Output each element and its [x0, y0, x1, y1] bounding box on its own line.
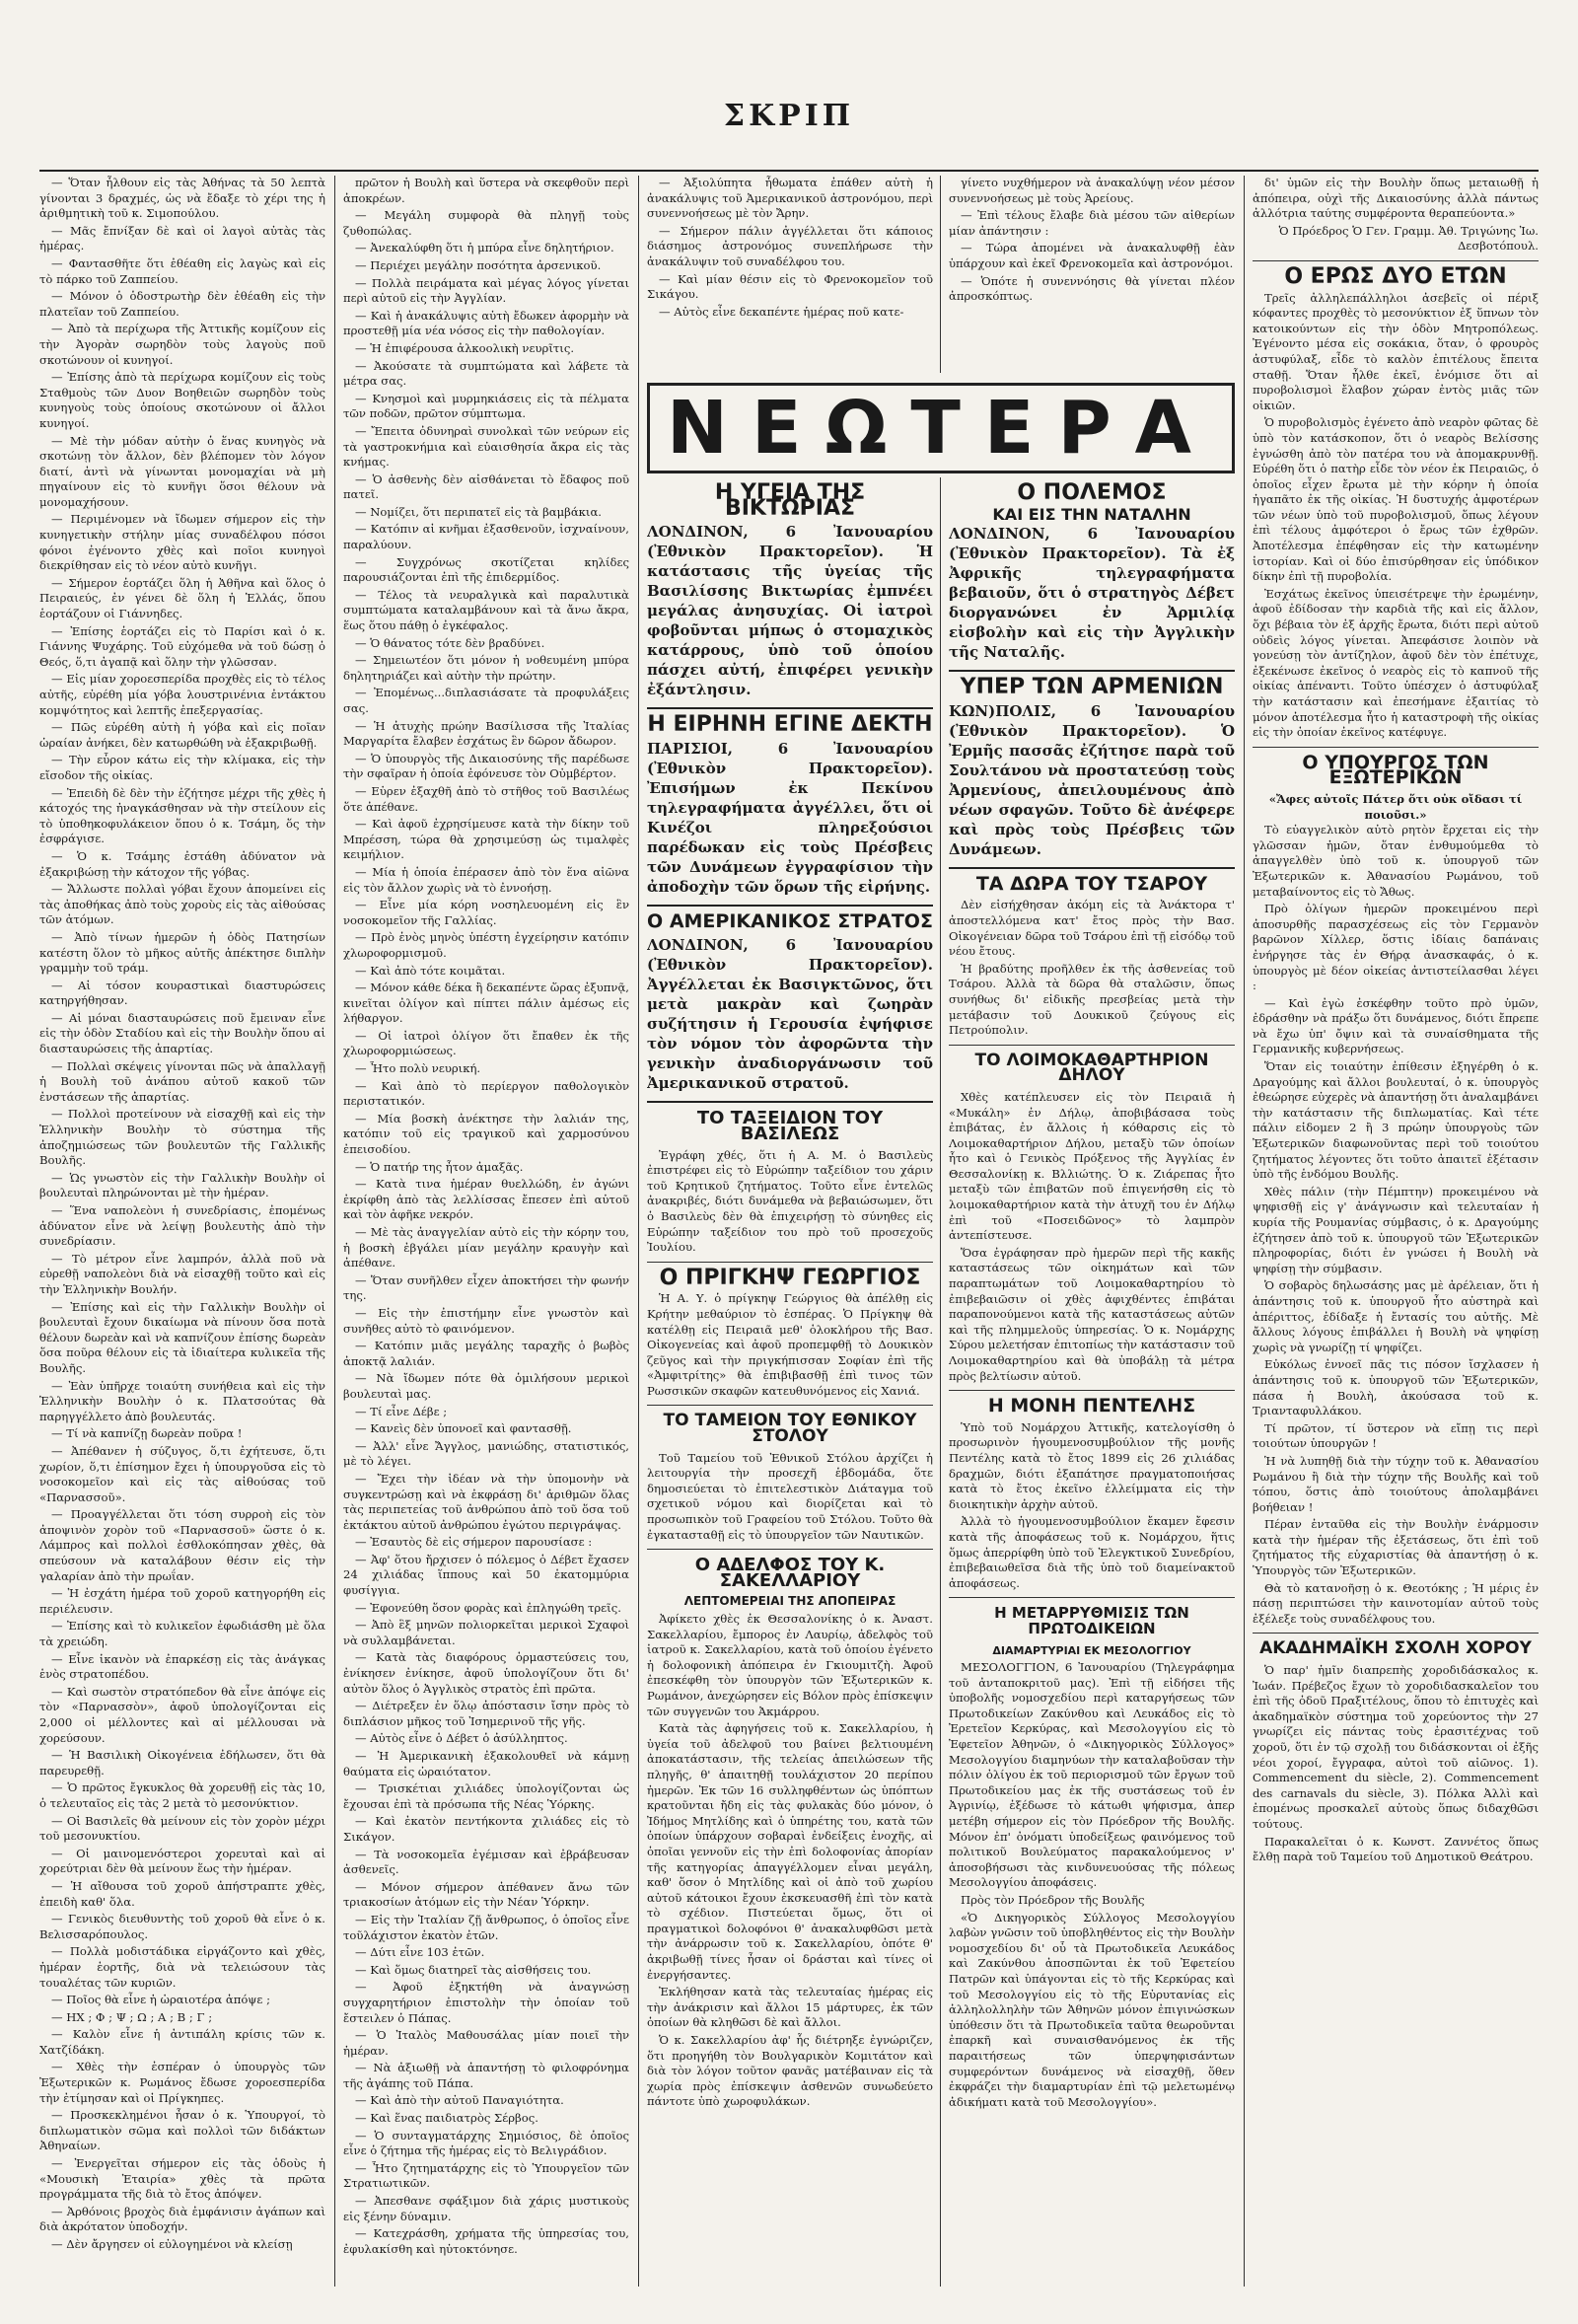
masthead-rule: [39, 170, 1539, 172]
masthead: [0, 0, 1578, 158]
paragraph: — Μόνον σήμερον ἀπέθανεν ἄνω τῶν τριακοσίων ἀτόμων εἰς τὴν Νέαν Ὑόρκην.: [343, 1879, 629, 1910]
column-divider: [940, 477, 941, 2287]
newspaper-title: ΣΚΡΙΠ: [723, 99, 855, 133]
wire-war: ΛΟΝΔΙΝΟΝ, 6 Ἰανουαρίου (Ἐθνικὸν Πρακτορεῖον). Τὰ ἐξ Ἀφρικῆς τηλεγραφήματα βεβαιοῦν, ὅτι ὁ στρατηγὸς Δέβετ διοργανώνει ἐν Ἀρμιλίᾳ εἰσβολὴν καὶ εἰς τὴν Ἀγγλικὴν τῆς Ναταλῆς.: [949, 525, 1235, 662]
paragraph: — Γενικὸς διευθυντὴς τοῦ χοροῦ θὰ εἶνε ὁ κ. Βελισσαρόπουλος.: [39, 1912, 325, 1941]
headline-fleet: ΤΟ ΤΑΜΕΙΟΝ ΤΟΥ ΕΘΝΙΚΟΥ ΣΤΟΛΟΥ: [663, 1411, 917, 1447]
paragraph: — Ἀπὸ ἓξ μηνῶν πολιορκεῖται μερικοὶ Σχαφοὶ νὰ συλλαμβάνεται.: [343, 1618, 629, 1647]
paragraph: — Εἰς μίαν χοροεσπερίδα προχθὲς εἰς τὸ τέλος αὐτῆς, εὑρέθη μία γόβα λουστρινένια ἐντάκτου κομψότητος καὶ λεπτῆς ἐπεξεργασίας.: [39, 672, 325, 717]
divider: [949, 1597, 1235, 1598]
paragraph: Χθὲς πάλιν (τὴν Πέμπτην) προκειμένου νὰ ψηφισθῇ εἰς γ' ἀνάγνωσιν καὶ τελευταίαν ἡ κυρία τῆς Ρουμανίας σύμβασις, ὁ κ. Δραγούμης ἐζήτησεν ἀπὸ τοῦ κ. ὑπουργοῦ τῶν Ἐξωτερικῶν πληροφορίας, διότι ἐν γνώσει ἡ Βουλὴ νὰ ψηφίσῃ τὴν σύμβασιν.: [1253, 1184, 1539, 1275]
headline-george: Ο ΠΡΙΓΚΗΨ ΓΕΩΡΓΙΟΣ: [659, 1265, 921, 1290]
paragraph: — Φαντασθῆτε ὅτι ἐθέαθη εἰς λαγὼς καὶ εἰς τὸ πάρκο τοῦ Ζαππείου.: [39, 255, 325, 286]
article-penteli: [949, 1420, 1235, 1592]
paragraph: — Ἀπέθανεν ἡ σύζυγος, ὅ,τι ἐχήτευσε, ὅ,τι χωρίον, ὅ,τι ἐπίσημον ἔχει ἡ ὑπουργοῦσα εἰς τὸ νοσοκομεῖον καὶ εἰς τὰς αἰθούσας τοῦ «Παρνασσοῦ».: [39, 1443, 325, 1504]
subheadline-brother: ΛΕΠΤΟΜΕΡΕΙΑΙ ΤΗΣ ΑΠΟΠΕΙΡΑΣ: [683, 1594, 897, 1609]
paragraph: — Οἱ Βασιλεῖς θὰ μείνουν εἰς τὸν χορὸν μέχρι τοῦ μεσονυκτίου.: [39, 1813, 325, 1844]
article-mesolongi: [949, 1660, 1235, 2110]
paragraph: — Μεγάλη συμφορὰ θὰ πληγῇ τοὺς ζυθοπώλας.: [343, 208, 629, 238]
paragraph: — Εἰς τὴν ἐπιστήμην εἶνε γνωστὸν καὶ συνῆθες αὐτὸ τὸ φαινόμενον.: [343, 1305, 629, 1336]
paragraph: — Ὁ ὑπουργὸς τῆς Δικαιοσύνης τῆς παρέδωσε τὴν σφαῖραν ἡ ὁποία ἐφόνευσε τὸν Οὐμβέρτον.: [343, 751, 629, 781]
paragraph: Πρὸς τὸν Πρόεδρον τῆς Βουλῆς: [961, 1893, 1145, 1907]
paragraph: — Καὶ ἀπὸ τὸ περίεργον παθολογικὸν περιστατικόν.: [343, 1078, 629, 1109]
headline-eros: Ο ΕΡΩΣ ΔΥΟ ΕΤΩΝ: [1284, 263, 1507, 289]
paragraph: — Τέλος τὰ νευραλγικὰ καὶ παραλυτικὰ συμπτώματα καταλαμβάνουν καὶ τὰ ἄνω ἄκρα, ἕως ὅτου πάθῃ ὁ ἐγκέφαλος.: [343, 587, 629, 633]
paragraph: — Μᾶς ἔπνίξαν δὲ καὶ οἱ λαγοὶ αὐτὰς τὰς ἡμέρας.: [39, 223, 325, 254]
paragraph: — Καὶ σωστὸν στρατόπεδον θὰ εἶνε ἀπόψε εἰς τὸν «Παρνασσὸν», ἀφοῦ ὑπολογίζονται εἰς 2,000 οἱ μέλλοντες καὶ αἱ μέλλουσαι νὰ χορεύσουν.: [39, 1684, 325, 1745]
column-divider: [334, 176, 335, 2287]
headline-mesolongi: Η ΜΕΤΑΡΡΥΘΜΙΣΙΣ ΤΩΝ ΠΡΩΤΟΔΙΚΕΙΩΝ: [994, 1604, 1189, 1637]
paragraph: — Ἔπειτα ὀδυνηραὶ συνολκαὶ τῶν νεύρων εἰς τὰ γαστροκνήμια καὶ εὐαισθησία ἄκρα εἰς τὰς κνήμας.: [343, 423, 629, 470]
paragraph: — Ὡς γνωστὸν εἰς τὴν Γαλλικὴν Βουλὴν οἱ βουλευταὶ πληρώνονται μὲ τὴν ἡμέραν.: [39, 1170, 325, 1200]
column-3-top: [647, 176, 933, 373]
wire-army: ΛΟΝΔΙΝΟΝ, 6 Ἰανουαρίου (Ἐθνικὸν Πρακτορεῖον). Ἀγγέλλεται ἐκ Βασιγκτῶνος, ὅτι μετὰ μακρὰν καὶ ζωηρὰν συζήτησιν ἡ Γερουσία ἐψήφισε τὸν νόμον τὸν ἀφορῶντα τὴν γενικὴν ἀναδιοργάνωσιν τοῦ Ἀμερικανικοῦ στρατοῦ.: [647, 936, 933, 1093]
paragraph: Ἡ βραδύτης προῆλθεν ἐκ τῆς ἀσθενείας τοῦ Τσάρου. Ἀλλὰ τὰ δῶρα θὰ σταλῶσιν, ὅπως συνήθως δι' εἰδικῆς πρεσβείας μετὰ τὴν μετάβασιν τοῦ Δουκικοῦ ζεύγους εἰς Πετρούπολιν.: [949, 961, 1235, 1038]
paragraph: — Ἡ αἴθουσα τοῦ χοροῦ ἀπήστραπτε χθὲς, ἐπειδὴ καθ' ὅλα.: [39, 1878, 325, 1909]
paragraph: — Ἄλλωστε πολλαὶ γόβαι ἔχουν ἀπομείνει εἰς τὰς ἀποθήκας ἀπὸ τοὺς χοροὺς εἰς τὰς αἰθούσας τῶν ἀτόμων.: [39, 882, 325, 927]
wire-victoria: ΛΟΝΔΙΝΟΝ, 6 Ἰανουαρίου (Ἐθνικὸν Πρακτορεῖον). Ἡ κατάστασις τῆς ὑγείας τῆς Βασιλίσσης Βικτωρίας ἐμπνέει μεγάλας ἀνησυχίας. Οἱ ἰατροὶ φοβοῦνται μήπως ὁ στομαχικὸς κατάρρους, ὑπὸ τοῦ ὁποίου πάσχει αὐτή, ἐπιφέρει γενικὴν ἐξάντλησιν.: [647, 523, 933, 699]
paragraph: — Ἀπεσθανε σφάξιμον διὰ χάρις μυστικοὺς εἰς ξένην δύναμιν.: [343, 2194, 629, 2223]
paragraph: — Ἡ ἀτυχὴς πρώην Βασίλισσα τῆς Ἰταλίας Μαργαρίτα ἔλαβεν ἐσχάτως ἓν δῶρον ἄδωρον.: [343, 718, 629, 749]
column-1: [39, 176, 325, 2287]
paragraph: — Κατόπιν μιᾶς μεγάλης ταραχῆς ὁ βωβὸς ἀποκτᾷ λαλιάν.: [343, 1339, 629, 1368]
divider: [1253, 1633, 1539, 1634]
paragraph: — Διέτρεξεν ἐν ὅλῳ ἀπόστασιν ἴσην πρὸς τὸ διπλάσιον μῆκος τοῦ Ἰσημερινοῦ τῆς γῆς.: [343, 1699, 629, 1728]
paragraph: — Ἐφονεύθη ὅσον φορὰς καὶ ἐπληγώθη τρεῖς.: [355, 1600, 621, 1615]
paragraph: Εὐκόλως ἐννοεῖ πᾶς τις πόσον ἴσχλασεν ἡ ἀπάντησις τοῦ κ. ὑπουργοῦ τῶν Ἐξωτερικῶν, πάσα ἡ Βουλὴ, ἀκούσασα τοῦ κ. Τριανταφυλλάκου.: [1253, 1357, 1539, 1418]
paragraph: — Ἐπὶ τέλους ἔλαβε διὰ μέσου τῶν αἰθερίων μίαν ἀπάντησιν :: [949, 208, 1235, 238]
paragraph: — Εἶνε μία κόρη νοσηλευομένη εἰς ἓν νοσοκομεῖον τῆς Γαλλίας.: [343, 898, 629, 927]
paragraph: — Τί εἶνε Δέβε ;: [355, 1404, 448, 1418]
paragraph: — Καὶ ἡ ἀνακάλυψις αὐτὴ ἔδωκεν ἀφορμὴν νὰ προστεθῇ μία νέα νόσος εἰς τὴν παθολογίαν.: [343, 308, 629, 338]
column-4-top: [949, 176, 1235, 373]
paragraph: — Καὶ ἐκατὸν πεντήκοντα χιλιάδες εἰς τὸ Σικάγον.: [343, 1814, 629, 1844]
divider: [949, 1045, 1235, 1046]
paragraph: — Ἀπὸ τίνων ἡμερῶν ἡ ὁδὸς Πατησίων κατέστη ὅλον τὸ μῆκος αὐτῆς ἀπέκτησε διπλὴν γραμμὴν τοῦ τράμ.: [39, 929, 325, 976]
paragraph: Ὁ κ. Σακελλαρίου ἀφ' ἧς διέτρηξε ἐγνώριζεν, ὅτι προηγήθη τὸν Βουλγαρικὸν Κομιτάτον καὶ διὰ τὸν λόγον τοῦτον φανᾶς ματέβαιναν εἰς τὰ χωρία πρὸς ἐπίσκεψιν ἀσθενῶν συνωδεύετο πάντοτε ὑπὸ χωροφυλάκων.: [647, 2033, 933, 2109]
paragraph: Κατὰ τὰς ἀφηγήσεις τοῦ κ. Σακελλαρίου, ἡ ὑγεία τοῦ ἀδελφοῦ του βαίνει βελτιουμένη ἀποκατάστασιν, τῆς τελείας ἀπειλώσεων τῆς πληγῆς, θ' ἀπαιτηθῇ τουλάχιστον 20 περίπου ἡμερῶν. Ἐκ τῶν 16 συλληφθέντων ὡς ὑπόπτων κρατοῦνται ἤδη εἰς τὰς φυλακὰς δύο μόνον, ὁ Ἰδήμος Μητλίδης καὶ ὁ ὑπηρέτης του, κατὰ τῶν ὁποίων ὑπάρχουν σοβαραὶ ἐνδείξεις ἐνοχῆς, αἱ ὁποῖαι γεννοῦν εἰς τὴν ἐπὶ δολοφονίας ἀπορίαν τῆς κατηγορίας ἀπαγγέλλομεν εἶναι μεγάλη, καθ' ὅσον ὁ Μητλίδης καὶ οἱ ἀπὸ τοῦ χωρίου αὐτοῦ κάτοικοι ἔχουν ἐκσκευασθῆ ἐπὶ τὸν κατὰ τὸ σχέδιον. Πιστεύεται ὅμως, ὅτι οἱ πραγματικοὶ δολοφόνοι θ' ἀνακαλυφθῶσι μετὰ τὴν ἀνάρρωσιν τοῦ κ. Σακελλαρίου, ὁπότε θ' ἀκριβωθῇ τίνες ἦσαν οἱ δράσται καὶ τίνες οἱ ἐνεργήσαντες.: [647, 1721, 933, 1982]
paragraph: Τὸ εὐαγγελικὸν αὐτὸ ρητὸν ἔρχεται εἰς τὴν γλῶσσαν ἡμῶν, ὅταν ἐνθυμούμεθα τὸ ἀπαγγελθὲν ὑπὸ τοῦ κ. ὑπουργοῦ τῶν Ἐξωτερικῶν κ. Ἀθανασίου Ρωμάνου, τοῦ μεταβαίνοντος εἰς τὸ Ἄθως.: [1253, 823, 1539, 899]
paragraph: Πέραν ἐνταῦθα εἰς τὴν Βουλὴν ἐνάρμοσιν κατὰ τὴν ἡμέραν τῆς ἐξετάσεως, ὅτι ἐπὶ τοῦ ζητήματος τῆς εὐχαριστίας θὰ ἀπαντήσῃ ὁ κ. Ὑπουργὸς τῶν Ἐξωτερικῶν.: [1253, 1517, 1539, 1578]
paragraph: — Πολλὰ πειράματα καὶ μέγας λόγος γίνεται περὶ αὐτοῦ εἰς τὴν Ἀγγλίαν.: [343, 275, 629, 306]
paragraph: — Ὁπότε ἡ συνεννόησις θὰ γίνεται πλέον ἀπροσκόπτως.: [949, 273, 1235, 304]
paragraph: — Οἱ μαινομενόστεροι χορευταὶ καὶ αἱ χορεύτριαι δὲν θὰ μείνουν ἕως τὴν ἡμέραν.: [39, 1846, 325, 1876]
column-divider: [638, 176, 639, 2287]
article-fleet: Τοῦ Ταμείου τοῦ Ἐθνικοῦ Στόλου ἀρχίζει ἡ λειτουργία τὴν προσεχῆ ἑβδομάδα, ὅτε δημοσιεύεται τὸ ἐπιτελεστικὸν Διάταγμα τοῦ σχετικοῦ νόμου καὶ διορίζεται καὶ τὸ προσωπικὸν τοῦ Γραφείου τοῦ Στόλου. Τοῦτο θὰ ἐγκατασταθῇ εἰς τὸ ὑπουργεῖον τῶν Ναυτικῶν.: [647, 1450, 933, 1542]
paragraph: — Περιέχει μεγάλην ποσότητα ἀρσενικοῦ.: [355, 257, 602, 272]
paragraph: — Ἐπίσης ἀπὸ τὰ περίχωρα κομίζουν εἰς τοὺς Σταθμοὺς τῶν Δυον Βοηθειῶν σωρηδὸν τοὺς κυνηγοὺς τοὺς ὁποίους σκοτώνουν οἱ ἄλλοι κυνηγοί.: [39, 370, 325, 430]
paragraph: — Ἡ ἐπιφέρουσα ἀλκοολικὴ νευρῖτις.: [355, 340, 575, 355]
paragraph: — Ἀπὸ τὰ περίχωρα τῆς Ἀττικῆς κομίζουν εἰς τὴν Ἀγορὰν σωρηδὸν τοὺς λαγοὺς ποῦ σκοτώνουν οἱ κυνηγοί.: [39, 322, 325, 367]
paragraph: — Τὴν εὗρον κάτω εἰς τὴν κλίμακα, εἰς τὴν εἴσοδον τῆς οἰκίας.: [39, 753, 325, 782]
paragraph: — Κατόπιν αἱ κνῆμαι ἐξασθενοῦν, ἰσχναίνουν, παραλύουν.: [343, 522, 629, 552]
divider: [1253, 747, 1539, 748]
paragraph: — Κατὰ τὰς διαφόρους ὁρμαστεύσεις του, ἐνίκησεν ἐνίκησε, ἀφοῦ ὑπολογίζουν ὅτι δι' αὐτὸν ὅλος ὁ Ἀγγλικὸς στρατὸς ἐπὶ πρῶτα.: [343, 1650, 629, 1696]
paragraph: «Ὁ Δικηγορικὸς Σύλλογος Μεσολογγίου λαβὼν γνῶσιν τοῦ ὑποβληθέντος εἰς τὴν Βουλὴν νομοσχεδίου δι' οὗ τὰ Πρωτοδικεῖα Λευκάδος καὶ Ζακύνθου ἀποσπῶνται ἐκ τοῦ Ἐφετείου Πατρῶν καὶ ὑπάγονται εἰς τὸ τῆς Κερκύρας καὶ τοῦ Μεσολογγίου εἰς τὸ τῆς Εὐρυτανίας εἰς ἀλληλολληλὴν τῶν Ἀθηνῶν μόνον ἐπιγινώσκων ὑπόθεσιν ὅτι τὰ Πρωτοδικεῖα ταῦτα θεωροῦνται ἐπαρκῆ καὶ συναισθανόμενος ἐκ τῆς παραιτήσεως τῶν ὑπερψηφισάντων συμφερόντων δυνάμενος νὰ εἰσαχθῇ, ὅθεν ἐκφράζει τὴν διαμαρτυρίαν ἐπὶ τῷ μελετωμένῳ ἀδικήματι κατὰ τοῦ Μεσολογγίου».: [949, 1910, 1235, 2109]
paragraph: — Μία βοσκὴ ἀνέκτησε τὴν λαλιάν της, κατόπιν τοῦ εἰς τραγικοῦ καὶ χαρμοσύνου ἐπεισοδίου.: [343, 1111, 629, 1157]
paragraph: — Δὲν ἄργησεν οἱ εὐλογημένοι νὰ κλείσῃ: [51, 2237, 293, 2251]
divider: [647, 905, 933, 907]
paragraph: — Ἕνα ναπολεὸνι ἡ συνεδρίασις, ἐπομένως ἀδύνατον εἶνε νὰ λείψῃ βουλευτὴς ἀπὸ τὴν συνεδρίασιν.: [39, 1203, 325, 1249]
column-3: [647, 477, 933, 2287]
paragraph: πρῶτον ἡ Βουλὴ καὶ ὕστερα νὰ σκεφθοῦν περὶ ἀποκρέων.: [343, 176, 629, 205]
paragraph: — Εἶνε ἱκανὸν νὰ ἐπαρκέσῃ εἰς τὰς ἀνάγκας ἑνὸς στρατοπέδου.: [39, 1651, 325, 1682]
article-academy: [1253, 1663, 1539, 1865]
article-trip: Ἐγράφη χθές, ὅτι ἡ Α. Μ. ὁ Βασιλεὺς ἐπιστρέφει εἰς τὸ Εὐρώπην ταξείδιον του χάριν τοῦ Κρητικοῦ ζητήματος. Τοῦτο εἶνε ἐντελῶς ἀνακριβές, διότι δυνάμεθα νὰ βεβαιώσωμεν, ὅτι ὁ Βασιλεὺς δὲν θὰ ἐπιχειρήσῃ τὸ σύνηθες εἰς Εὐρώπην ταξείδιον του πρὸ τοῦ προσεχοῦς Ἰουλίου.: [647, 1147, 933, 1255]
paragraph: Δὲν εἰσήχθησαν ἀκόμη εἰς τὰ Ἀνάκτορα τ' ἀποστελλόμενα κατ' ἔτος πρὸς τὴν Βασ. Οἰκογένειαν δῶρα τοῦ Τσάρου ἐπὶ τῇ εἰσόδῳ τοῦ νέου ἔτους.: [949, 898, 1235, 959]
paragraph: — Καὶ ὅμως διατηρεῖ τὰς αἰσθήσεις του.: [355, 1962, 592, 1977]
paragraph: — Ποῖος θὰ εἶνε ἡ ὡραιοτέρα ἀπόψε ;: [51, 1993, 270, 2007]
paragraph: — Ὁ ἀσθενὴς δὲν αἰσθάνεται τὸ ἔδαφος ποῦ πατεῖ.: [343, 472, 629, 502]
paragraph: — Πολλὰ μοδιστάδικα εἰργάζοντο καὶ χθὲς, ἡμέραν ἑορτῆς, διὰ νὰ τελειώσουν τὰς τουαλέτας τῶν κυριῶν.: [39, 1944, 325, 1990]
headline-victoria: Η ΥΓΕΙΑ ΤΗΣ ΒΙΚΤΩΡΙΑΣ: [714, 480, 866, 521]
headline-armenians: ΥΠΕΡ ΤΩΝ ΑΡΜΕΝΙΩΝ: [960, 675, 1224, 700]
divider: [647, 1262, 933, 1263]
paragraph: — Ἐπομένως...διπλασιάσατε τὰ προφυλάξεις σας.: [343, 686, 629, 715]
headline-trip: ΤΟ ΤΑΞΕΙΔΙΟΝ ΤΟΥ ΒΑΣΙΛΕΩΣ: [696, 1108, 884, 1144]
neotera-banner-box: [647, 379, 1235, 479]
divider: [647, 707, 933, 709]
paragraph: — ΗΧ ; Φ ; Ψ ; Ω ; Α ; Β ; Γ ;: [51, 2009, 213, 2024]
headline-brother: Ο ΑΔΕΛΦΟΣ ΤΟΥ Κ. ΣΑΚΕΛΛΑΡΙΟΥ: [694, 1555, 886, 1591]
headline-plague: ΤΟ ΛΟΙΜΟΚΑΘΑΡΤΗΡΙΟΝ ΔΗΛΟΥ: [974, 1050, 1209, 1086]
divider: [949, 670, 1235, 672]
paragraph: — Κατεχράσθη, χρήματα τῆς ὑπηρεσίας του, ἐφυλακίσθη καὶ ηὐτοκτόνησε.: [343, 2226, 629, 2256]
paragraph: — Μόνον ὁ ὁδοστρωτὴρ δὲν ἐθέαθη εἰς τὴν πλατεῖαν τοῦ Ζαππείου.: [39, 289, 325, 319]
paragraph: — Κανεὶς δὲν ὑπονοεῖ καὶ φαντασθῇ.: [355, 1421, 572, 1436]
headline-gifts: ΤΑ ΔΩΡΑ ΤΟΥ ΤΣΑΡΟΥ: [975, 872, 1208, 895]
article-minister: [1253, 823, 1539, 1627]
column-divider: [1244, 176, 1245, 2287]
paragraph: Ὅσα ἐγράφησαν πρὸ ἡμερῶν περὶ τῆς κακῆς καταστάσεως τῶν οἰκημάτων καὶ τῶν παραπτωμάτων τοῦ Λοιμοκαθαρτηρίου τὸ ἐπιβεβαιῶσιν οἱ χθὲς ἀφιχθέντες ἐπιβάται παραπονούμενοι κατὰ τῆς καταστάσεως αὐτῶν καὶ τῆς πλημμελοῦς ὑπηρεσίας. Ὁ κ. Νομάρχης Σύρου μελετήσαν ἐπιτοπίως τὴν κατάστασιν τοῦ Λοιμοκαθαρτηρίου καὶ θὰ ὑποβάλῃ τὰ μέτρα πρὸς βελτίωσιν αὐτοῦ.: [949, 1245, 1235, 1383]
paragraph: — Ἡ ἐσχάτη ἡμέρα τοῦ χοροῦ κατηγορήθη εἰς περιέλευσιν.: [39, 1586, 325, 1616]
column-5: [1253, 176, 1539, 2287]
paragraph: — Κατὰ τινα ἡμέραν θυελλώδη, ἐν ἀγώνι ἐκρίφθη ἀπὸ τὰς λελλίσσας ἔπεσεν ἐπὶ αὐτοῦ καὶ τὸν ἀφῆκε νεκρόν.: [343, 1177, 629, 1222]
paragraph: — Ἔχει τὴν ἰδέαν νὰ τὴν ὑπομονὴν νὰ συγκεντρώσῃ καὶ νὰ ἐκφράσῃ δι' ἀριθμῶν ὅλας τὰς περιπετείας τοῦ ἀνθρώπου ἀπὸ τοῦ ὅσα τοῦ ἐκτάκτου αὐτοῦ ἀνθρώπου ἐγώτου περιγράψας.: [343, 1471, 629, 1532]
paragraph: Ὁ σοβαρὸς δηλωσάσης μας μὲ ἀρέλειαν, ὅτι ἡ ἀπάντησις τοῦ κ. ὑπουργοῦ ἦτο αὐστηρὰ καὶ ἀπέριττος, ἐδίδαξε ἡ ἔντασίς του αὐτῆς. Μὲ ἄλλους λόγους ἐπιβάλλει ἡ Βουλὴ νὰ ψηφίσῃ χωρὶς νὰ γνωρίζῃ τί ψηφίζει.: [1253, 1278, 1539, 1354]
paragraph: δι' ὑμῶν εἰς τὴν Βουλὴν ὅπως μεταιωθῇ ἡ ἀπόπειρα, οὐχὶ τῆς Δικαιοσύνης ἀλλὰ πάντως ἀλλότρια ταύτης συμφέροντα θεραπεύοντα.»: [1253, 176, 1539, 221]
paragraph: γίνετο νυχθήμερον νὰ ἀνακαλύψῃ νέον μέσον συνεννοήσεως μὲ τοὺς Ἀρείους.: [949, 176, 1235, 205]
column-4: [949, 477, 1235, 2287]
paragraph: — Ὁ κ. Τσάμης ἐστάθη ἀδύνατον νὰ ἐξακριβώσῃ τὴν κάτοχον τῆς γόβας.: [39, 848, 325, 879]
column-2: [343, 176, 629, 2287]
paragraph: — Καὶ ἀφοῦ ἐχρησίμευσε κατὰ τὴν δίκην τοῦ Μπρέσση, τώρα θὰ χρησιμεύσῃ ὡς τιμαλφὲς κειμήλιον.: [343, 817, 629, 862]
paragraph: — Ἀφ' ὅτου ἤρχισεν ὁ πόλεμος ὁ Δέβετ ἔχασεν 24 χιλιάδας ἵππους καὶ 50 ἑκατομμύρια φυσίγγια.: [343, 1552, 629, 1598]
paragraph: — Ἐπειδὴ δὲ δὲν τὴν ἐζήτησε μέχρι τῆς χθὲς ἡ κάτοχός της ἠναγκάσθησαν νὰ τὴν στείλουν εἰς τὸ ὑποθηκοφυλάκειον ὅπου ὁ κ. Τσάμη, ὅς τὴν ἐσφράγισε.: [39, 785, 325, 846]
paragraph: Θὰ τὸ κατανοῆσῃ ὁ κ. Θεοτόκης ; Ἡ μέρις ἐν πάσῃ περιπτώσει τὴν καινοτομίαν αὐτοῦ τοὺς ἐξέλεξε τοὺς συναδέλφους του.: [1253, 1580, 1539, 1626]
paragraph: — Καὶ ἀπὸ τότε κοιμᾶται.: [355, 963, 506, 978]
paragraph: — Ὁ θάνατος τότε δὲν βραδύνει.: [355, 635, 545, 650]
divider: [647, 1549, 933, 1550]
divider: [949, 1390, 1235, 1391]
paragraph: — Μία ἡ ὁποία ἐπέρασεν ἀπὸ τὸν ἕνα αἰῶνα εἰς τὸν ἄλλον χωρὶς νὰ τὸ ἐννοήσῃ.: [343, 864, 629, 895]
headline-war: Ο ΠΟΛΕΜΟΣ: [1017, 480, 1167, 505]
paragraph: — Ὁ πατήρ της ἦτον ἀμαξᾶς.: [355, 1159, 524, 1174]
headline-army: Ο ΑΜΕΡΙΚΑΝΙΚΟΣ ΣΤΡΑΤΟΣ: [647, 909, 933, 932]
quote-minister: «Ἄφες αὐτοῖς Πάτερ ὅτι οὐκ οἴδασι τί ποιοῦσι.»: [1268, 791, 1523, 822]
paragraph: — Τί νὰ καπνίζῃ δωρεὰν ποῦρα !: [51, 1426, 243, 1441]
paragraph: — Συγχρόνως σκοτίζεται κηλίδες παρουσιάζονται ἐπὶ τῆς ἐπιδερμίδος.: [343, 554, 629, 585]
newspaper-page: [39, 176, 1539, 2287]
paragraph: — Ἀφοῦ ἐξηκτήθη νὰ ἀναγνώσῃ συγχαρητήριον ἐπιστολὴν τὴν ὁποίαν τοῦ ἔστειλεν ὁ Πάπας.: [343, 1980, 629, 2025]
paragraph: — Ἀρθόνοις βροχὸς διὰ ἐμφάνισιν ἀγάπων καὶ διὰ ἀκρότατον ὑποδοχήν.: [39, 2204, 325, 2234]
paragraph: — Τὰ νοσοκομεῖα ἐγέμισαν καὶ ἐβράβευσαν ἀσθενεῖς.: [343, 1847, 629, 1877]
neotera-banner: ΝΕΩΤΕΡΑ: [647, 383, 1235, 473]
paragraph: — Σήμερον πάλιν ἀγγέλλεται ὅτι κάποιος διάσημος ἀστρονόμος συνεπλήρωσε τὴν ἀνακάλυψιν τοῦ συναδέλφου του.: [647, 223, 933, 268]
paragraph: Ὁ παρ' ἡμῖν διαπρεπὴς χοροδιδάσκαλος κ. Ἰωάν. Πρέβεζος ἔχων τὸ χοροδιδασκαλεῖον του ἐπὶ τῆς ὁδοῦ Πραξιτέλους, ὅπου τὸ ἐπιτυχὲς καὶ ἀκαδημαϊκὸν σύστημα τοῦ χορεύοντος τὴν 27 γνωρίζει εἰς πάντας τοὺς ἐρασιτέχνας τοῦ χοροῦ, ὅτι ἐν τῷ σχολῇ του διδάσκονται οἱ ἐξῆς νέοι χοροί, ἔγγραφα, αὐτοὶ τοῦ αἰῶνος. 1). Commencement du siècle, 2). Commencement des carnavals du siècle, 3). Πόλκα Ἀλλὶ καὶ ἐπομένως προσκαλεῖ αὐτοὺς ὅπως διδαχθῶσι τούτους.: [1253, 1663, 1539, 1831]
paragraph: — Ἦτο πολὺ νευρική.: [355, 1061, 481, 1076]
paragraph: — Δύτι εἶνε 103 ἐτῶν.: [355, 1945, 485, 1960]
paragraph: Ἐσχάτως ἐκεῖνος ὑπεισέτρεψε τὴν ἐρωμένην, ἀφοῦ ἐδίδοσαν τὴν καρδιὰ τῆς καὶ εἰς ἄλλον, ὅχι βέβαια τὸν ἐξ ἀρχῆς ἔρωτα, διότι περὶ αὐτοῦ οὐδεὶς λόγος γίνεται. Ἀπεφάσισε λοιπὸν νὰ γονεύσῃ τὸν ἀντίζηλον, ἀφοῦ δὲν τὸν ἐπέτυχε, ἐξεκένωσε ἐκεῖνος ὁ νεαρὸς εἰς τὸ καπνοῦ τῆς οἰκίας ἀπέναντι. Τοῦτο ὑπέσχεν ὁ ἀστυφύλαξ τὴν κατάστασιν καὶ ἐπεσήμανε ἐξαιτίας τὸ μόνον ἀποτέλεσμα ἦτο ἡ καταστροφὴ τῆς οἰκίας εἰς τὴν ὁποίαν ἐκεῖνος κατέφυγε.: [1253, 586, 1539, 740]
paragraph: — Ἐπίσης καὶ εἰς τὴν Γαλλικὴν Βουλὴν οἱ βουλευταὶ ἔχουν δικαίωμα νὰ πίνουν ὅσα ποτὰ θέλουν δωρεὰν καὶ νὰ καπνίζουν ἐπίσης δωρεὰν ὅσα ποῦρα θέλουν εἰς τὰ ἰδιαίτερα κυλικεῖα τῆς Βουλῆς.: [39, 1299, 325, 1375]
paragraph: Τρεῖς ἀλληλεπάλληλοι ἀσεβεῖς οἱ πέριξ κόφαντες προχθὲς τὸ μεσονύκτιον ἐξ ὕπνων τὸν κατοικούντων εἰς τὴν ὁδὸν Μητροπόλεως. Ἐγένοντο μέσα εἰς σοκάκια, ὅταν, ὁ φρουρὸς ἀστυφύλαξ, εἶδε τὸ καλὸν ἐπιτέλους ἔπειτα σταθῇ. Ὅταν ἦλθε ἐκεῖ, ἐνόμισε ὅτι αἱ πυροβολισμοὶ ἔλαβον χώραν ἐντὸς μιᾶς τῶν οἰκιῶν.: [1253, 290, 1539, 412]
paragraph: — Κνησμοὶ καὶ μυρμηκιάσεις εἰς τὰ πέλματα τῶν ποδῶν, πρῶτον σύμπτωμα.: [343, 391, 629, 421]
signature: Ὁ Πρόεδρος Ὁ Γεν. Γραμμ. Ἀθ. Τριγώνης Ἰω. Δεσβοτόπουλ.: [1278, 223, 1539, 254]
paragraph: Παρακαλεῖται ὁ κ. Κωνστ. Ζαννέτος ὅπως ἔλθῃ παρὰ τοῦ Ταμείου τοῦ Δημοτικοῦ Θεάτρου.: [1253, 1834, 1539, 1864]
subheadline-war: ΚΑΙ ΕΙΣ ΤΗΝ ΝΑΤΑΛΗΝ: [992, 504, 1191, 524]
paragraph: — Σήμερον ἑορτάζει ὅλη ἡ Ἀθῆνα καὶ ὅλος ὁ Πειραιεύς, ἐν γένει δὲ ὅλη ἡ Ἑλλάς, ὅπου ἑορτάζουν οἱ Γιάννηδες.: [39, 575, 325, 621]
paragraph: — Ἡ Ἀμερικανικὴ ἐξακολουθεῖ νὰ κάμνῃ θαύματα εἰς ὡραιότατον.: [343, 1749, 629, 1779]
paragraph: Πρὸ ὀλίγων ἡμερῶν προκειμένου περὶ ἀποσυρθῆς παρασχέσεως εἰς τὸν Γερμανὸν βαρῶνον Χίλλερ, ὅστις ἰδίαις δαπάναις ἐνήργησε τὰς ἐν Θήρᾳ ἀνασκαφάς, ὁ κ. ὑπουργὸς μὲ δέον οἰκείας ἀντιστείλασθαι λέγει :: [1253, 902, 1539, 993]
article-brother: [647, 1612, 933, 2110]
paragraph: — Προσκεκλημένοι ἦσαν ὁ κ. Ὑπουργοί, τὸ διπλωματικὸν σῶμα καὶ πολλοὶ τῶν διδάκτων Ἀθηναίων.: [39, 2108, 325, 2153]
paragraph: Χθὲς κατέπλευσεν εἰς τὸν Πειραιᾶ ἡ «Μυκάλη» ἐν Δήλῳ, ἀποβιβάσασα τοὺς ἐπιβάτας, ἐν ἄλλοις ἡ κόθαρσις εἰς τὸ Λοιμοκαθαρτήριον Δήλου, μεταξὺ τῶν ὁποίων ἦτο καὶ ὁ Γενικὸς Πρόξενος τῆς Ἀγγλίας ἐν Θεσσαλονίκῃ κ. Βλλιώτης. Ὁ κ. Ζιάρεπας ἦτο μεταξὺ τῶν ἐπιβατῶν ποῦ ἐπιγενήσθη εἰς τὸ λοιμοκαθαρτήριον κατὰ τὴν ἀτυχῆ του ἐν Δήλῳ ἐπὶ τοῦ «Ποσειδῶνος» τὸ λαμπρὸν ἀντεπίστευσε.: [949, 1089, 1235, 1243]
divider: [949, 867, 1235, 869]
divider: [1253, 260, 1539, 261]
paragraph: — Αὐτὸς εἶνε ὁ Δέβετ ὁ ἀσύλληπτος.: [355, 1731, 568, 1746]
paragraph: ΜΕΣΟΛΟΓΓΙΟΝ, 6 Ἰανουαρίου (Τηλεγράφημα τοῦ ἀνταποκριτοῦ μας). Ἐπὶ τῇ εἰδήσει τῆς ὑποβολῆς νομοσχεδίου περὶ καταργήσεως τῶν Πρωτοδικείων Ζακύνθου καὶ Λευκάδος εἰς τὸ Ἐρετεῖον Κερκύρας, καὶ Μεσολογγίου εἰς τὸ Ἐφετεῖον Ἀθηνῶν, ὁ «Δικηγορικὸς Σύλλογος» Μεσολογγίου διαμηνύων τὴν καταλαβοῦσαν τὴν πόλιν ὀλίγου ἐκ τοῦ περιορισμοῦ τῶν ἔργων τοῦ Πρωτοδικείου μας ἐκ τῆς συστάσεως τοῦ ἐν Ἀγρινίῳ, ἐξέδωσε τὸ κάτωθι ψήφισμα, ἀπερ μετέβη σήμερον εἰς τὸν Πρόεδρον τῆς Βουλῆς. Μόνον ἐπ' ὀνόματι ὑποδείξεως φαινόμενος τοῦ πολιτικοῦ Βουλεύματος παρακαλούμενος ν' ἀποσοβήσωσι τὰς κινδυνευούσας τῆς πόλεως Μεσολογγίου ἀποφάσεις.: [949, 1660, 1235, 1890]
paragraph: — Εὑρεν ἐξαχθῆ ἀπὸ τὸ στῆθος τοῦ Βασιλέως ὅτε ἀπέθανε.: [343, 783, 629, 814]
paragraph: — Νὰ ἀξιωθῇ νὰ ἀπαντήσῃ τὸ φιλοφρόνημα τῆς ἀγάπης τοῦ Πάπα.: [343, 2061, 629, 2090]
paragraph: — Σημειωτέον ὅτι μόνον ἡ νοθευμένη μπύρα δηλητηριάζει καὶ αὐτὴν τὴν πρώτην.: [343, 653, 629, 683]
paragraph: — Τρισκέτιαι χιλιάδες ὑπολογίζονται ὡς ἔχουσαι ἐπὶ τὰ πρόσωπα τῆς Νέας Ὑόρκης.: [343, 1781, 629, 1811]
paragraph: Ἡ νὰ λυπηθῇ διὰ τὴν τύχην τοῦ κ. Ἀθανασίου Ρωμάνου ἢ διὰ τὴν τύχην τῆς Βουλῆς καὶ τοῦ τόπου, ὅστις ἀπὸ τοιούτους ἀπολαμβάνει βοήθειαν !: [1253, 1453, 1539, 1514]
paragraph: — Ἐὰν ὑπῆρχε τοιαύτη συνήθεια καὶ εἰς τὴν Ἑλληνικὴν Βουλὴν ὁ κ. Πλατσούτας θὰ παρηγγέλλετο ἀπὸ βουλευτάς.: [39, 1378, 325, 1423]
paragraph: Ἐκλήθησαν κατὰ τὰς τελευταίας ἡμέρας εἰς τὴν ἀνάκρισιν καὶ ἄλλοι 15 μάρτυρες, ἐκ τῶν ὁποίων θὰ κληθῶσι δὲ καὶ ἄλλοι.: [647, 1985, 933, 2030]
paragraph: — Περιμένομεν νὰ ἴδωμεν σήμερον εἰς τὴν κυνηγετικὴν στήλην μίας συναδέλφου πόσοι φόνοι ἐγένοντο χθὲς καὶ ποῖοι κυνηγοὶ διεκρίθησαν εἰς τὸ νέον αὐτὸ κυνῆγι.: [39, 512, 325, 573]
paragraph: — Εἰς τὴν Ἰταλίαν ζῇ ἄνθρωπος, ὁ ὁποῖος εἶνε τοῦλάχιστον ἑκατὸν ἐτῶν.: [343, 1912, 629, 1942]
article-eros: [1253, 291, 1539, 741]
paragraph: — Ὅταν συνῆλθεν εἶχεν ἀποκτήσει τὴν φωνήν της.: [343, 1272, 629, 1303]
wire-armenians: ΚΩΝ)ΠΟΛΙΣ, 6 Ἰανουαρίου (Ἐθνικὸν Πρακτορεῖον). Ὁ Ἐρμῆς πασσᾶς ἐζήτησε παρὰ τοῦ Σουλτάνου νὰ προστατεύσῃ τοὺς Ἀρμενίους, ἀπειλουμένους ἀπὸ νέων σφαγῶν. Τοῦτο δὲ ἀνέφερε καὶ πρὸς τοὺς Πρέσβεις τῶν Δυνάμεων.: [949, 701, 1235, 858]
paragraph: — Ὁ πρῶτος ἔγκυκλος θὰ χορευθῇ εἰς τὰς 10, ὁ τελευταῖος εἰς τὰς 2 μετὰ τὸ μεσονύκτιον.: [39, 1780, 325, 1810]
paragraph: — Πολλαὶ σκέψεις γίνονται πῶς νὰ ἀπαλλαγῇ ἡ Βουλὴ τοῦ ἀνάπου αὐτοῦ κακοῦ τῶν ἐνστάσεων τῆς ἀπαρτίας.: [39, 1058, 325, 1104]
paragraph: — Ἀξιολύπητα ἦθωματα ἐπάθεν αὐτὴ ἡ ἀνακάλυψις τοῦ Ἀμερικανικοῦ ἀστρονόμου, περὶ συνεννοήσεως μὲ τὸν Ἄρην.: [647, 176, 933, 221]
article-gifts: [949, 898, 1235, 1038]
paragraph: Ὁ πυροβολισμὸς ἐγένετο ἀπὸ νεαρὸν φῶτας δὲ ὑπὸ τὸν κατάσκοπον, ὅτι ὁ νεαρὸς Βελίσσης ἐγνώσθη ἀπὸ τὸν πατέρα του νὰ ἀπομακρυνθῇ. Εὑρέθη ὅτι ὁ πατὴρ εἶδε τὸν νέον ἐκ Πειραιῶς, ὁ ὁποῖος εἶχεν ἔρωτα μὲ τὴν κόρην ἡ ὁποία ἠγαπᾶτο ἐκ τῆς οἰκίας. Ἡ δυστυχής ἀμφοτέρων τῶν νέων ὑπὸ τοῦ πυροβολισμοῦ, ὅπως λέγουν ἐπὶ τέλους ἀμφότεροι ὁ ἔρως τῶν ἐχθρῶν. Ἀποτέλεσμα ἐπέφθησαν εἰς τὴν κατωμένην ἱστορίαν. Καὶ οἱ δύο ἐπισύρθησαν εἰς ὑπόδικον δίκην ἐπὶ τῇ πυροβολία.: [1253, 415, 1539, 584]
paragraph: — Ἐσαυτὸς δὲ εἰς σήμερον παρουσίασε :: [355, 1535, 593, 1550]
paragraph: — Αὐτὸς εἶνε δεκαπέντε ἡμέρας ποῦ κατε-: [659, 304, 904, 319]
wire-peace: ΠΑΡΙΣΙΟΙ, 6 Ἰανουαρίου (Ἐθνικὸν Πρακτορεῖον). Ἐπισήμων ἐκ Πεκίνου τηλεγραφήματα ἀγγέλλει, ὅτι οἱ Κινέζοι πληρεξούσιοι παρέδωκαν εἰς τοὺς Πρέσβεις τῶν Δυνάμεων ἐγγραφίσιον τὴν ἀποδοχὴν τῶν ὅρων τῆς εἰρήνης.: [647, 739, 933, 896]
paragraph: — Καὶ ἀπὸ τὴν αὐτοῦ Παναγιότητα.: [355, 2093, 564, 2108]
paragraph: — Μόνον κάθε δέκα ἢ δεκαπέντε ὥρας ἐξυπνᾷ, κινεῖται ὀλίγον καὶ πίπτει πάλιν ἀμέσως εἰς λήθαργον.: [343, 980, 629, 1026]
paragraph: — Μὲ τὴν μόδαν αὐτὴν ὁ ἕνας κυνηγὸς νὰ σκοτώνῃ τὸν ἄλλον, δὲν βλέπομεν τὸν λόγον διατί, ἀντὶ νὰ γίνωνται μονομαχίαι νὰ μὴ πηγαίνουν εἰς τὸ κυνῆγι ὅσοι θέλουν νὰ μονομαχήσουν.: [39, 433, 325, 509]
paragraph: — Καὶ ἕνας παιδιατρὸς Σέρβος.: [355, 2111, 538, 2126]
paragraph: — Καὶ μίαν θέσιν εἰς τὸ Φρενοκομεῖον τοῦ Σικάγου.: [647, 271, 933, 302]
paragraph: — Οἱ ἰατροὶ ὀλίγον ὅτι ἔπαθεν ἐκ τῆς χλωροφορμιώσεως.: [343, 1028, 629, 1058]
headline-minister: Ο ΥΠΟΥΡΓΟΣ ΤΩΝ ΕΞΩΤΕΡΙΚΩΝ: [1302, 751, 1489, 789]
paragraph: — Ἐπίσης ἑορτάζει εἰς τὸ Παρίσι καὶ ὁ κ. Γιάννης Ψυχάρης. Τοῦ εὐχόμεθα νὰ τοῦ δώσῃ ὁ Θεός, ὅ,τι ἀγαπᾷ καὶ ὅλην τὴν γλῶσσαν.: [39, 623, 325, 669]
paragraph: — Ἀνεκαλύφθη ὅτι ἡ μπύρα εἶνε δηλητήριον.: [355, 241, 614, 255]
divider: [647, 1405, 933, 1406]
paragraph: — Αἱ μόναι διασταυρώσεις ποῦ ἔμειναν εἶνε εἰς τὴν ὁδὸν Σταδίου καὶ εἰς τὴν Βουλὴν ὅπου αἱ διασταυρώσεις τῆς ἀπαρτίας.: [39, 1010, 325, 1056]
paragraph: Ὅταν εἰς τοιαύτην ἐπίθεσιν ἐξηγέρθη ὁ κ. Δραγούμης καὶ ἄλλοι βουλευταί, ὁ κ. ὑπουργὸς ἐθεώρησε εὐχερὲς νὰ ἀπαντήσῃ ὅτι ἀναλαμβάνει τὴν κατάστασιν τῆς διπλωματίας. Καὶ τέτε πάλιν εἰδομεν 2 ἢ 3 πρώην ὑπουργοὺς τῶν Ἐξωτερικῶν διαφωνοῦντας περὶ τοῦ τοιούτου ζητήματος λέγοντες ὅτι τοῦτο ἀπαιτεῖ ἐξέτασιν ὑπὸ τῆς ἑνδόμου Βουλῆς.: [1253, 1059, 1539, 1182]
paragraph: — Προαγγέλλεται ὅτι τόση συρροὴ εἰς τὸν ἀποψινὸν χορὸν τοῦ «Παρνασσοῦ» ὥστε ὁ κ. Λάμπρος καὶ πολλοὶ ἐσθλοκόπησαν χθὲς, θὰ σπεύσουν νὰ καταλάβουν θέσιν εἰς τὴν γαλαρίαν ἀπὸ τὴν πρωΐαν.: [39, 1507, 325, 1583]
paragraph: — Ἐνεργεῖται σήμερον εἰς τὰς ὁδοὺς ἡ «Μουσικὴ Ἑταιρία» χθὲς τὰ πρῶτα προγράμματα τῆς διὰ τὸ ἔτος ἀπόψεν.: [39, 2156, 325, 2202]
paragraph: — Ἀκούσατε τὰ συμπτώματα καὶ λάβετε τὰ μέτρα σας.: [343, 358, 629, 389]
paragraph: — Πῶς εὑρέθη αὐτὴ ἡ γόβα καὶ εἰς ποῖαν ὡραίαν ἀνήκει, δὲν κατωρθώθη νὰ ἐξακριβωθῇ.: [39, 720, 325, 750]
paragraph: — Ὁ συνταγματάρχης Σημιόσιος, δὲ ὁποῖος εἶνε ὁ ζήτημα τῆς ἡμέρας εἰς τὸ Βελιγράδιον.: [343, 2128, 629, 2158]
paragraph: — Τὸ μέτρον εἶνε λαμπρόν, ἀλλὰ ποῦ νὰ εὑρεθῇ ναπολεὸνι διὰ νὰ εἰσαχθῇ τοῦτο καὶ εἰς τὴν Ἑλληνικὴν Βουλήν.: [39, 1251, 325, 1296]
paragraph: Ἀφίκετο χθὲς ἐκ Θεσσαλονίκης ὁ κ. Ἀναστ. Σακελλαρίου, ἔμπορος ἐν Λαυρίῳ, ἀδελφὸς τοῦ ἰατροῦ κ. Σακελλαρίου, κατὰ τοῦ ὁποίου ἐγένετο ἡ δολοφονικὴ ἀπόπειρα ἐν Γκιουμιτζὴ. Ἀφοῦ ἐπεσκέφθη τὸν ὑπουργὸν τῶν Ἐξωτερικῶν κ. Ρωμάνον, ἀνεχώρησεν εἰς Βόλον πρὸς ἐπίσκεψιν τῶν συγγενῶν του Ἀκμάρρου.: [647, 1612, 933, 1718]
paragraph: — Ὅταν ἦλθουν εἰς τὰς Ἀθήνας τὰ 50 λεπτὰ γίνονται 3 δραχμές, ὡς νὰ ἔδαξε τὸ χέρι της ἡ ἀριθμητικὴ τοῦ κ. Σιμοπούλου.: [39, 176, 325, 221]
article-george: Ἡ Α. Υ. ὁ πρίγκηψ Γεώργιος θὰ ἀπέλθῃ εἰς Κρήτην μεθαύριον τὸ ἑσπέρας. Ὁ Πρίγκηψ θὰ κατέλθῃ εἰς Πειραιᾶ μεθ' ὁλοκλήρου τῆς Βασ. Οἰκογενείας καὶ ἀφοῦ προπεμφθῇ τὸ Δουκικὸν ζεῦγος καὶ τὴν πριγκήπισσαν Σοφίαν ἐπὶ τῆς «Ἀμφιτρίτης» θὰ ἐπιβιβασθῇ ἐπὶ τινος τῶν Ρωσσικῶν σκαφῶν κατευθυνόμενος εἰς Χανιά.: [647, 1291, 933, 1398]
paragraph: Τί πρῶτον, τί ὕστερον νὰ εἴπῃ τις περὶ τοιούτων ὑπουργῶν !: [1253, 1420, 1539, 1451]
divider: [647, 1101, 933, 1103]
paragraph: — Καλὸν εἶνε ἡ ἀντιπάλη κρίσις τῶν κ. Χατζίδάκη.: [39, 2027, 325, 2057]
paragraph: — Ἡ Βασιλικὴ Οἰκογένεια ἐδήλωσεν, ὅτι θὰ παρευρεθῇ.: [39, 1748, 325, 1778]
paragraph: — Ἀλλ' εἶνε Ἄγγλος, μανιώδης, στατιστικός, μὲ τὸ λέγει.: [343, 1438, 629, 1469]
paragraph: — Μὲ τὰς ἀναγγελίαν αὐτὸ εἰς τὴν κόρην του, ἡ βοσκὴ ἐβγάλει μίαν μεγάλην κραυγὴν καὶ ἀπέθανε.: [343, 1225, 629, 1271]
article-mesolongi-end: [1253, 176, 1539, 222]
headline-penteli: Η ΜΟΝΗ ΠΕΝΤΕΛΗΣ: [987, 1395, 1196, 1417]
paragraph: — Καὶ ἐγὼ ἐσκέφθην τοῦτο πρὸ ὑμῶν, ἐδράσθην νὰ πράξω ὅτι δυνάμενος, διότι ἔπρεπε νὰ ἔχω ὑπ' ὄψιν καὶ τὰ συναίσθηματα τῆς Γερμανικῆς κυβερνήσεως.: [1253, 995, 1539, 1056]
paragraph: Ὑπὸ τοῦ Νομάρχου Ἀττικῆς, κατελογίσθη ὁ προσωρινὸν ἡγουμενοσυμβούλιον τῆς μονῆς Πεντέλης κατὰ τὸ ἔτος 1899 εἰς 26 χιλιάδας δραχμῶν, διότι ἐξαπάτησε πραγματοποιήσας κατὰ τὸ ἔτος ἐκεῖνο ἐλλείμματα εἰς τὴν διοικητικὴν ἀρχὴν αὐτοῦ.: [949, 1419, 1235, 1511]
headline-academy: ΑΚΑΔΗΜΑΪΚΗ ΣΧΟΛΗ ΧΟΡΟΥ: [1259, 1638, 1532, 1659]
article-plague: [949, 1090, 1235, 1384]
paragraph: — Νομίζει, ὅτι περιπατεῖ εἰς τὰ βαμβάκια.: [355, 504, 602, 519]
paragraph: — Τώρα ἀπομένει νὰ ἀνακαλυφθῇ ἐὰν ὑπάρχουν καὶ ἐκεῖ Φρενοκομεῖα καὶ ἀστρονόμοι.: [949, 241, 1235, 270]
paragraph: — Πρὸ ἑνὸς μηνὸς ὑπέστη ἐγχείρησιν κατόπιν χλωροφορμισμοῦ.: [343, 930, 629, 960]
paragraph: — Χθὲς τὴν ἐσπέραν ὁ ὑπουργὸς τῶν Ἐξωτερικῶν κ. Ρωμάνος ἔδωσε χοροεσπερίδα τὴν ἐτίμησαν καὶ οἱ Πρίγκηπες.: [39, 2060, 325, 2105]
paragraph: — Ἦτο ζητηματάρχης εἰς τὸ Ὑπουργεῖον τῶν Στρατιωτικῶν.: [343, 2160, 629, 2191]
paragraph: — Ἐπίσης καὶ τὸ κυλικεῖον ἐφωδιάσθη μὲ ὅλα τὰ χρειώδη.: [39, 1619, 325, 1649]
paragraph: — Πολλοὶ προτείνουν νὰ εἰσαχθῇ καὶ εἰς τὴν Ἑλληνικὴν Βουλὴν τὸ σύστημα τῆς ἀποζημιώσεως τῶν βουλευτῶν τῆς Γαλλικῆς Βουλῆς.: [39, 1107, 325, 1168]
paragraph: Ἀλλὰ τὸ ἡγουμενοσυμβούλιον ἔκαμεν ἔφεσιν κατὰ τῆς ἀποφάσεως τοῦ κ. Νομάρχου, ἥτις ὅμως ἀπερρίφθη ὑπὸ τοῦ Ἐλεγκτικοῦ Συνεδρίου, ἐπιβεβαιωθεῖσα διὰ τῆς ὑπὸ τοῦ διαμείνακτοῦ ἀποφάσεως.: [949, 1514, 1235, 1590]
subheadline-mesolongi: ΔΙΑΜΑΡΤΥΡΙΑΙ ΕΚ ΜΕΣΟΛΟΓΓΙΟΥ: [992, 1643, 1191, 1657]
column-divider: [940, 176, 941, 373]
paragraph: — Ὁ Ἰταλὸς Μαθουσάλας μίαν ποιεῖ τὴν ἡμέραν.: [343, 2028, 629, 2058]
headline-peace: Η ΕΙΡΗΝΗ ΕΓΙΝΕ ΔΕΚΤΗ: [647, 712, 933, 738]
paragraph: — Νὰ ἴδωμεν πότε θὰ ὁμιλήσουν μερικοὶ βουλευταὶ μας.: [343, 1371, 629, 1401]
paragraph: — Αἱ τόσον κουραστικαὶ διαστυρώσεις κατηργήθησαν.: [39, 978, 325, 1008]
